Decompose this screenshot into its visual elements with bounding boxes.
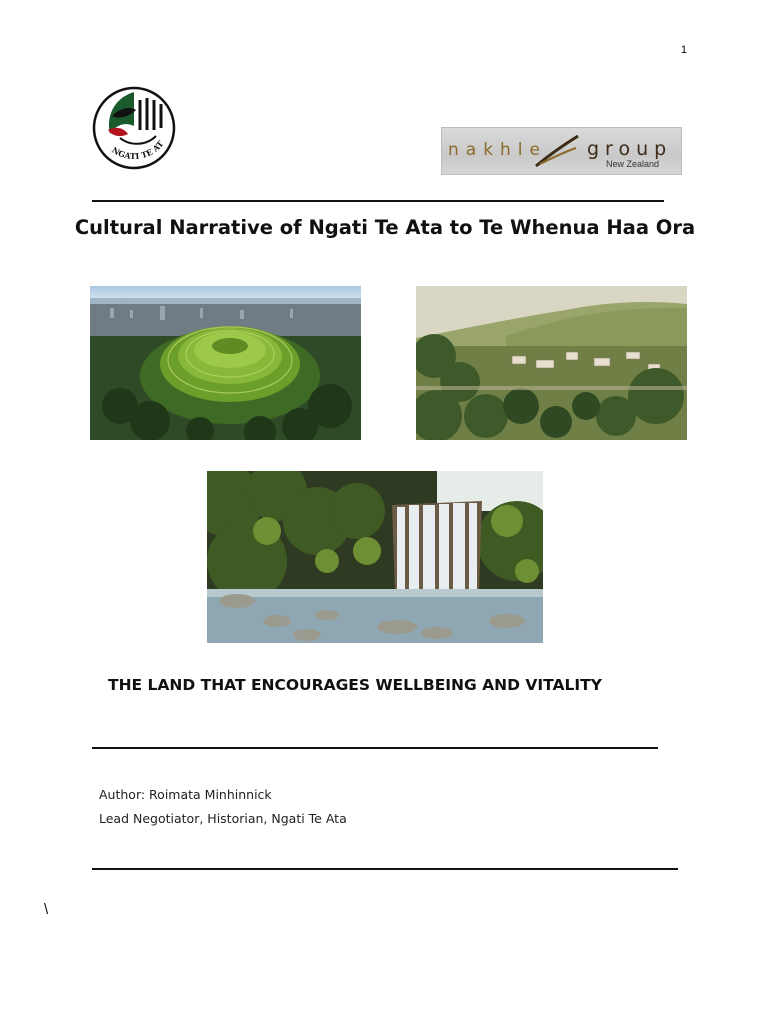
divider-top bbox=[92, 200, 664, 202]
swoosh-icon bbox=[534, 134, 580, 170]
logo-caption: NGATI TE AT bbox=[110, 139, 166, 162]
divider-middle bbox=[92, 747, 658, 749]
waterfall-photo bbox=[207, 471, 543, 643]
aerial-volcano-photo bbox=[90, 286, 361, 440]
ngati-te-ata-logo bbox=[90, 86, 178, 174]
author-line: Author: Roimata Minhinnick bbox=[99, 787, 272, 802]
logo-country: New Zealand bbox=[606, 159, 660, 169]
historic-village-photo bbox=[416, 286, 687, 440]
author-role: Lead Negotiator, Historian, Ngati Te Ata bbox=[99, 811, 347, 826]
nakhle-group-logo bbox=[441, 127, 682, 175]
logo-nakhle-word: nakhle bbox=[448, 140, 547, 160]
stray-mark: \ bbox=[44, 901, 49, 918]
document-subtitle: THE LAND THAT ENCOURAGES WELLBEING AND VITALITY bbox=[108, 676, 602, 694]
document-title: Cultural Narrative of Ngati Te Ata to Te Whenua Haa Ora bbox=[74, 216, 696, 239]
divider-bottom bbox=[92, 868, 678, 870]
page-number: 1 bbox=[680, 44, 687, 56]
logo-group-word: group bbox=[587, 138, 673, 160]
